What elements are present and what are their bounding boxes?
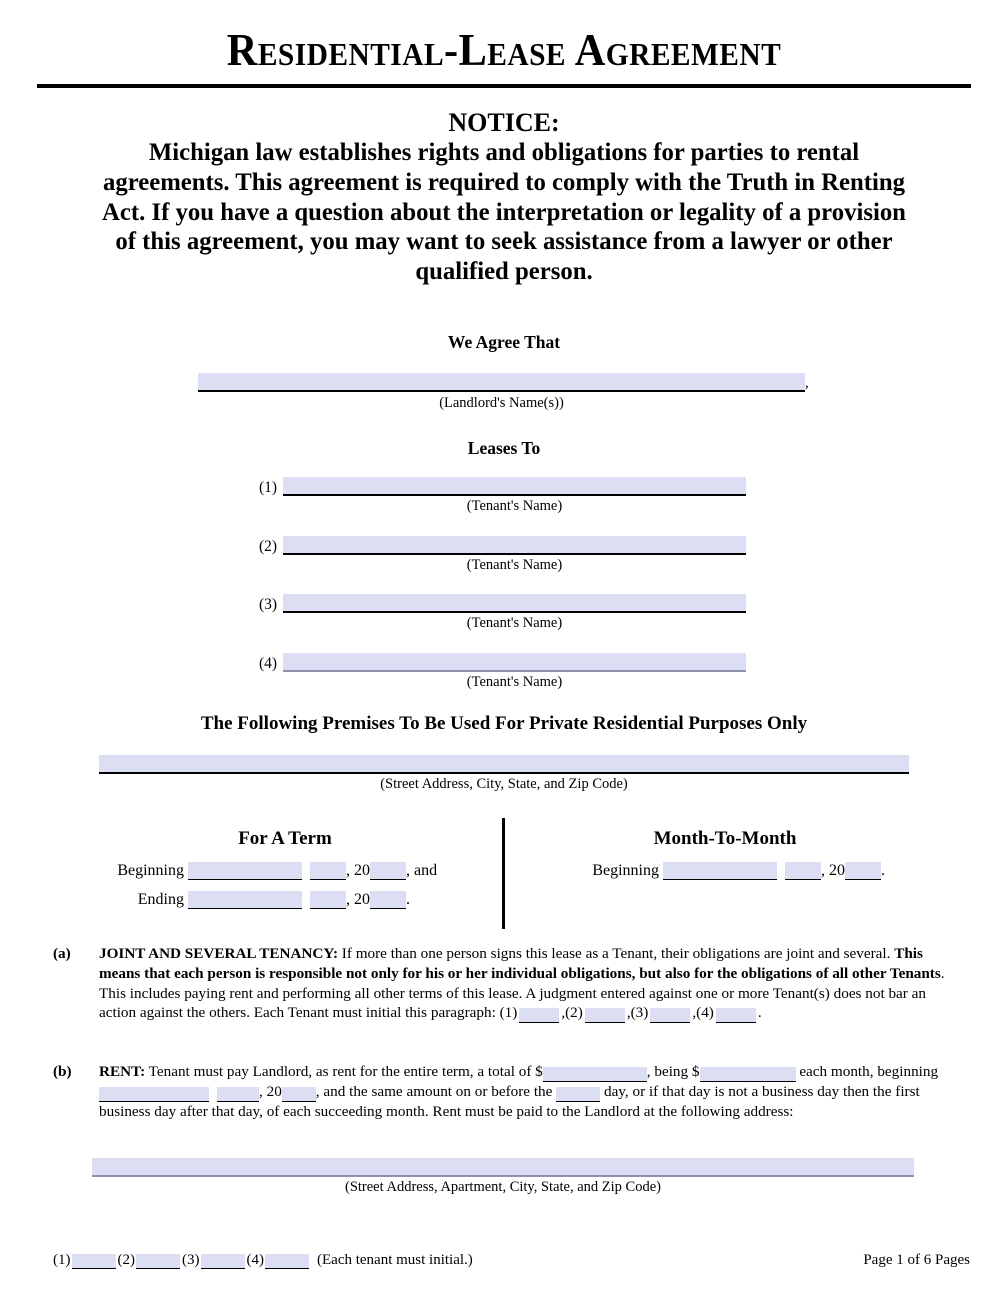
- clause-a-initial-4-label: (4): [696, 1004, 714, 1022]
- term-ending-period: .: [406, 891, 410, 908]
- notice-body-text: Michigan law establishes rights and obligations for parties to rental agreements. This agreement is required to comply with the Truth in Renting Act. If you have a question about the interpretation or legality of a provision of this agreement, you may want to seek assistance from a lawyer or other qualified person.: [102, 137, 906, 286]
- we-agree-that-heading: We Agree That: [447, 332, 561, 352]
- term-beginning-and: , and: [406, 862, 438, 879]
- rent-total-amount-input[interactable]: [543, 1067, 647, 1082]
- footer-page-number: Page 1 of 6 Pages: [863, 1252, 970, 1268]
- term-beginning-year-input[interactable]: [370, 862, 406, 880]
- mtm-beginning-day-input[interactable]: [785, 862, 821, 880]
- clause-b-text-4: , 20: [259, 1082, 282, 1100]
- term-beginning-label: Beginning: [117, 862, 184, 879]
- premises-address-field-row: [99, 755, 909, 774]
- clause-b-colon: :: [140, 1063, 146, 1080]
- clause-a-comma-2: ,: [626, 1004, 631, 1022]
- term-ending-row: [96, 891, 410, 909]
- tenant-4-caption: (Tenant's Name): [466, 674, 563, 690]
- tenant-1-field-row: [283, 477, 746, 496]
- rent-due-day-input[interactable]: [556, 1087, 600, 1102]
- rent-beginning-year-input[interactable]: [282, 1087, 316, 1102]
- mtm-beginning-period: .: [881, 862, 885, 879]
- footer-initial-3-input[interactable]: [201, 1254, 245, 1269]
- clause-b-text-3: each month, beginning: [795, 1063, 939, 1080]
- term-ending-month-input[interactable]: [188, 891, 302, 909]
- footer-initial-2-input[interactable]: [136, 1254, 180, 1269]
- month-to-month-beginning-row: [571, 862, 885, 880]
- premises-heading: The Following Premises To Be Used For Private Residential Purposes Only: [200, 713, 808, 734]
- tenant-4-field-row: [283, 653, 746, 672]
- clause-b-marker: (b): [53, 1063, 72, 1080]
- footer-initials-row: [53, 1252, 473, 1269]
- footer-initial-1-input[interactable]: [72, 1254, 116, 1269]
- term-ending-day-input[interactable]: [310, 891, 346, 909]
- for-a-term-heading: For A Term: [238, 828, 332, 849]
- footer-initial-3-label: (3): [182, 1252, 200, 1268]
- clause-a-initial-4-input[interactable]: [716, 1008, 756, 1023]
- tenant-2-name-input[interactable]: [283, 536, 746, 555]
- month-to-month-heading: Month-To-Month: [653, 828, 797, 849]
- page-title: Residential-Lease Agreement: [226, 24, 782, 75]
- rent-address-input[interactable]: [92, 1158, 914, 1177]
- clause-a-comma-3: ,: [692, 1004, 697, 1022]
- premises-address-caption: (Street Address, City, State, and Zip Code): [380, 776, 628, 792]
- term-beginning-month-input[interactable]: [188, 862, 302, 880]
- term-beginning-day-input[interactable]: [310, 862, 346, 880]
- clause-a-colon: :: [332, 945, 338, 962]
- tenant-1-number: (1): [259, 479, 278, 496]
- mtm-beginning-label: Beginning: [592, 862, 659, 879]
- clause-b-text-2: , being $: [646, 1063, 700, 1080]
- tenant-2-number: (2): [259, 538, 278, 555]
- term-ending-year-input[interactable]: [370, 891, 406, 909]
- clause-a-initial-2-label: (2): [565, 1004, 583, 1022]
- tenant-4-name-input[interactable]: [283, 653, 746, 672]
- landlord-name-input[interactable]: [198, 373, 805, 392]
- clause-b-heading: RENT: [99, 1063, 141, 1080]
- clause-a-initial-1-label: (1): [499, 1004, 518, 1022]
- footer-initial-2-label: (2): [117, 1252, 135, 1268]
- clause-b-text-5: , and the same amount on or before the: [315, 1082, 557, 1100]
- premises-address-input[interactable]: [99, 755, 909, 774]
- tenant-1-caption: (Tenant's Name): [466, 498, 563, 514]
- tenant-4-number: (4): [259, 655, 278, 672]
- tenant-2-field-row: [283, 536, 746, 555]
- tenant-1-name-input[interactable]: [283, 477, 746, 496]
- clause-b-text-6: day, or if that day is not a business day then the first business day after that day, of each succeeding month. Rent must be paid to the Landlord at the following address:: [99, 1082, 920, 1120]
- rent-address-caption: (Street Address, Apartment, City, State, and Zip Code): [345, 1179, 661, 1195]
- clause-b-text-1: Tenant must pay Landlord, as rent for the entire term, a total of $: [145, 1063, 543, 1080]
- clause-a-marker: (a): [53, 945, 71, 962]
- term-columns-divider: [502, 818, 505, 929]
- clause-a-text: [99, 944, 956, 1023]
- clause-b: [53, 1062, 956, 1121]
- rent-address-field-row: [92, 1158, 914, 1177]
- mtm-beginning-year-prefix: , 20: [821, 862, 845, 879]
- mtm-beginning-year-input[interactable]: [845, 862, 881, 880]
- term-beginning-year-prefix: , 20: [346, 862, 370, 879]
- term-beginning-row: [96, 862, 437, 880]
- clause-a-text-1: If more than one person signs this lease as a Tenant, their obligations are joint and several.: [338, 945, 895, 962]
- rent-beginning-month-input[interactable]: [99, 1087, 209, 1102]
- clause-a-comma-1: ,: [561, 1004, 566, 1022]
- rent-beginning-day-input[interactable]: [217, 1087, 259, 1102]
- tenant-3-name-input[interactable]: [283, 594, 746, 613]
- title-divider-rule: [37, 84, 971, 88]
- clause-a-bold-1: This means that each person is responsible not only for his or her individual obligations, but also for the obligations of all other Tenants: [99, 945, 941, 982]
- tenant-3-number: (3): [259, 596, 278, 613]
- clause-b-text: [99, 1062, 956, 1121]
- landlord-name-field-row: [198, 373, 809, 392]
- clause-a: [53, 944, 956, 1023]
- clause-a-end-period: .: [757, 1004, 762, 1022]
- leases-to-heading: Leases To: [467, 438, 541, 458]
- tenant-2-caption: (Tenant's Name): [466, 557, 563, 573]
- tenant-3-field-row: [283, 594, 746, 613]
- footer-initial-1-label: (1): [53, 1252, 71, 1268]
- clause-a-initial-3-label: (3): [630, 1004, 649, 1022]
- notice-label: NOTICE:: [448, 108, 560, 137]
- landlord-trailing-comma: ,: [805, 375, 809, 391]
- footer-initial-note: (Each tenant must initial.): [317, 1252, 473, 1268]
- tenant-3-caption: (Tenant's Name): [466, 615, 563, 631]
- term-ending-label: Ending: [137, 891, 184, 908]
- footer-initial-4-label: (4): [246, 1252, 264, 1268]
- term-ending-year-prefix: , 20: [346, 891, 370, 908]
- mtm-beginning-month-input[interactable]: [663, 862, 777, 880]
- footer-initial-4-input[interactable]: [265, 1254, 309, 1269]
- clause-a-initial-1-input[interactable]: [519, 1008, 559, 1023]
- clause-a-initial-3-input[interactable]: [650, 1008, 690, 1023]
- clause-a-heading: JOINT AND SEVERAL TENANCY: [99, 945, 333, 962]
- landlord-name-caption: (Landlord's Name(s)): [439, 395, 564, 411]
- clause-a-text-2: . This includes paying rent and performing all other terms of this lease. A judgment entered against one or more Tenant(s) does not bar an action against the others. Each Tenant must initial this paragraph:: [99, 964, 945, 1022]
- clause-a-initial-2-input[interactable]: [585, 1008, 625, 1023]
- rent-monthly-amount-input[interactable]: [700, 1067, 796, 1082]
